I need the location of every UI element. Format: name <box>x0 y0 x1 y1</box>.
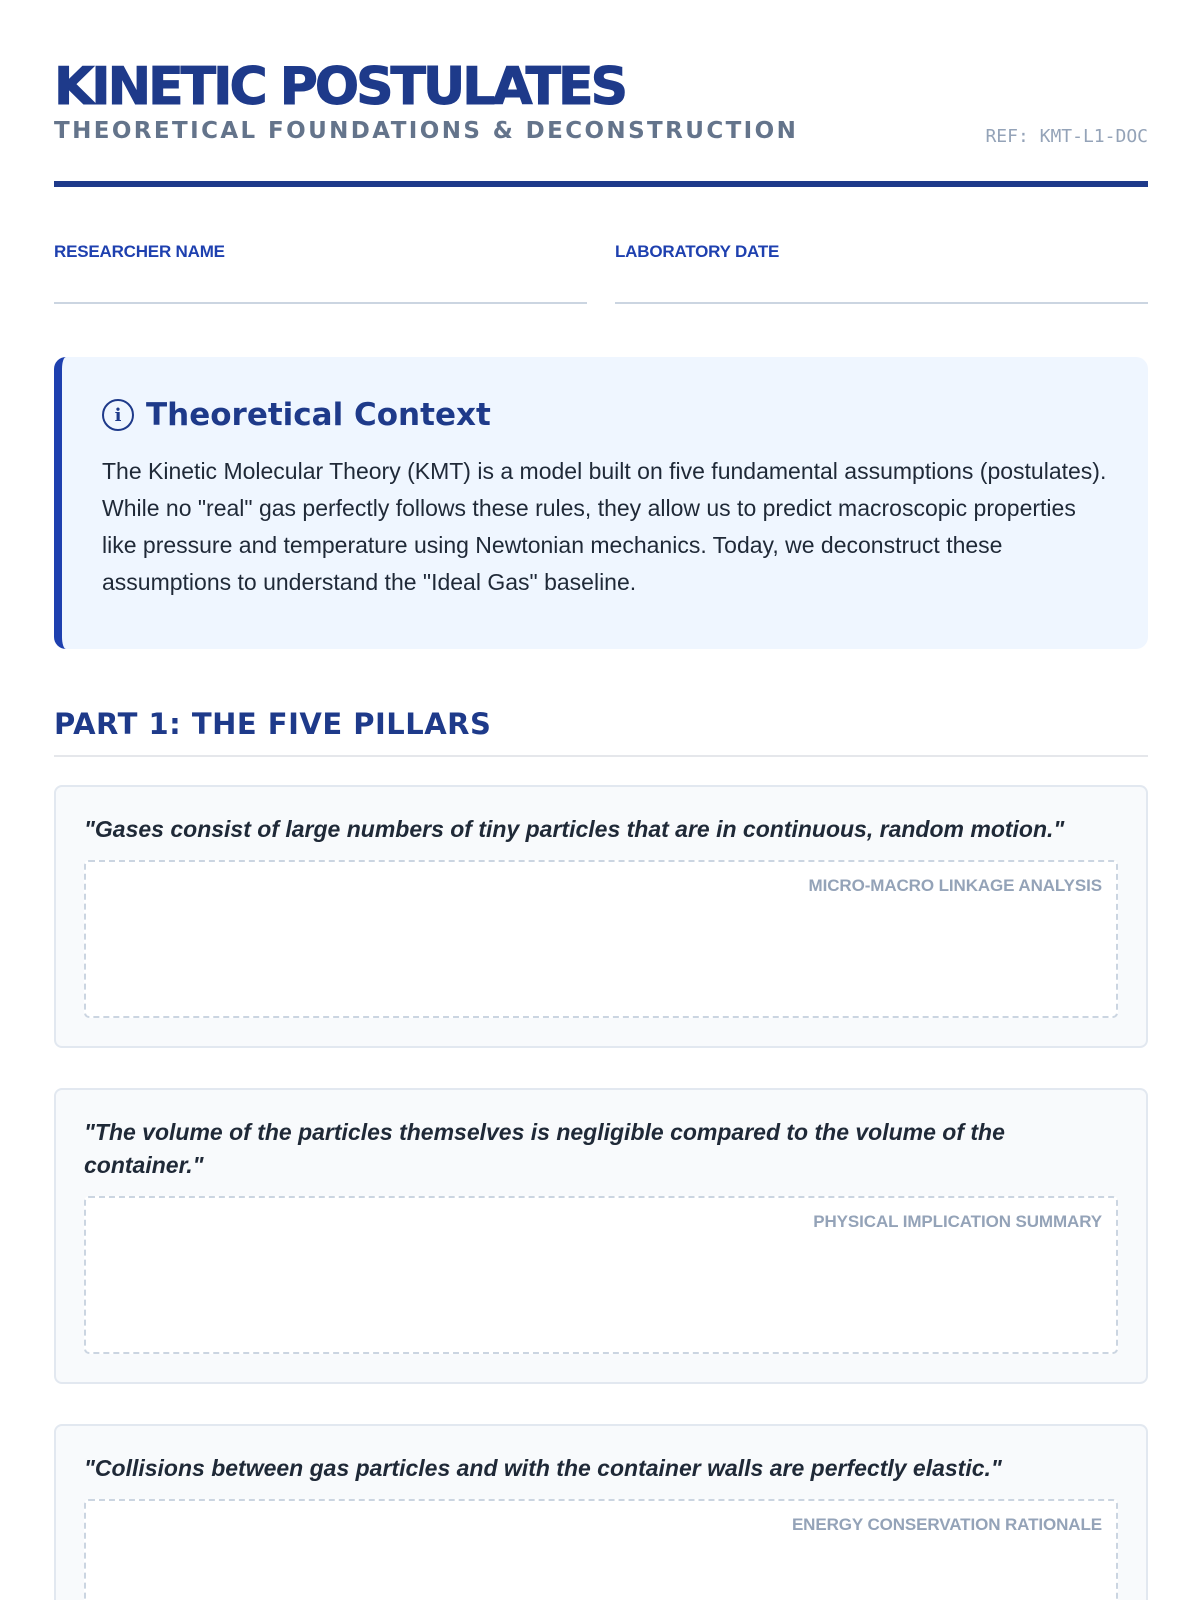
theoretical-context-card <box>54 357 1148 649</box>
section-title: PART 1: THE FIVE PILLARS <box>54 707 1148 757</box>
response-box[interactable] <box>84 860 1118 1018</box>
response-box-label: MICRO-MACRO LINKAGE ANALYSIS <box>808 876 1102 895</box>
researcher-name-field[interactable] <box>54 242 587 304</box>
response-box-label: ENERGY CONSERVATION RATIONALE <box>791 1515 1102 1534</box>
researcher-name-input-line[interactable] <box>54 302 587 304</box>
info-icon: i <box>102 399 134 431</box>
pillar-quote: "The volume of the particles themselves is negligible compared to the volume of the container." <box>84 1119 1005 1178</box>
laboratory-date-input-line[interactable] <box>615 302 1148 304</box>
response-box[interactable] <box>84 1499 1118 1600</box>
context-body: The Kinetic Molecular Theory (KMT) is a model built on five fundamental assumptions (postulates). While no "real" gas perfectly follows these rules, they allow us to predict macroscopic properties like pressure and temperature using Newtonian mechanics. Today, we deconstruct these assumptions to understand the "Ideal Gas" baseline. <box>102 458 1107 595</box>
pillar-quote: "Gases consist of large numbers of tiny particles that are in continuous, random motion." <box>84 816 1065 842</box>
metadata-fields <box>54 242 1148 304</box>
pillar-card <box>54 785 1148 1048</box>
document-subtitle: THEORETICAL FOUNDATIONS & DECONSTRUCTION <box>54 118 799 144</box>
document-title: KINETIC POSTULATES <box>54 57 626 117</box>
pillar-card <box>54 1088 1148 1384</box>
researcher-name-label: RESEARCHER NAME <box>54 242 225 261</box>
pillar-card <box>54 1424 1148 1600</box>
context-title: Theoretical Context <box>146 397 491 433</box>
document-header <box>54 0 1148 187</box>
document-reference: REF: KMT-L1-DOC <box>985 126 1148 147</box>
laboratory-date-label: LABORATORY DATE <box>615 242 780 261</box>
context-header <box>102 397 1108 433</box>
response-box-label: PHYSICAL IMPLICATION SUMMARY <box>813 1212 1102 1231</box>
pillar-quote: "Collisions between gas particles and with the container walls are perfectly elastic." <box>84 1455 1002 1481</box>
worksheet-page <box>54 0 1148 1600</box>
response-box[interactable] <box>84 1196 1118 1354</box>
laboratory-date-field[interactable] <box>615 242 1148 304</box>
